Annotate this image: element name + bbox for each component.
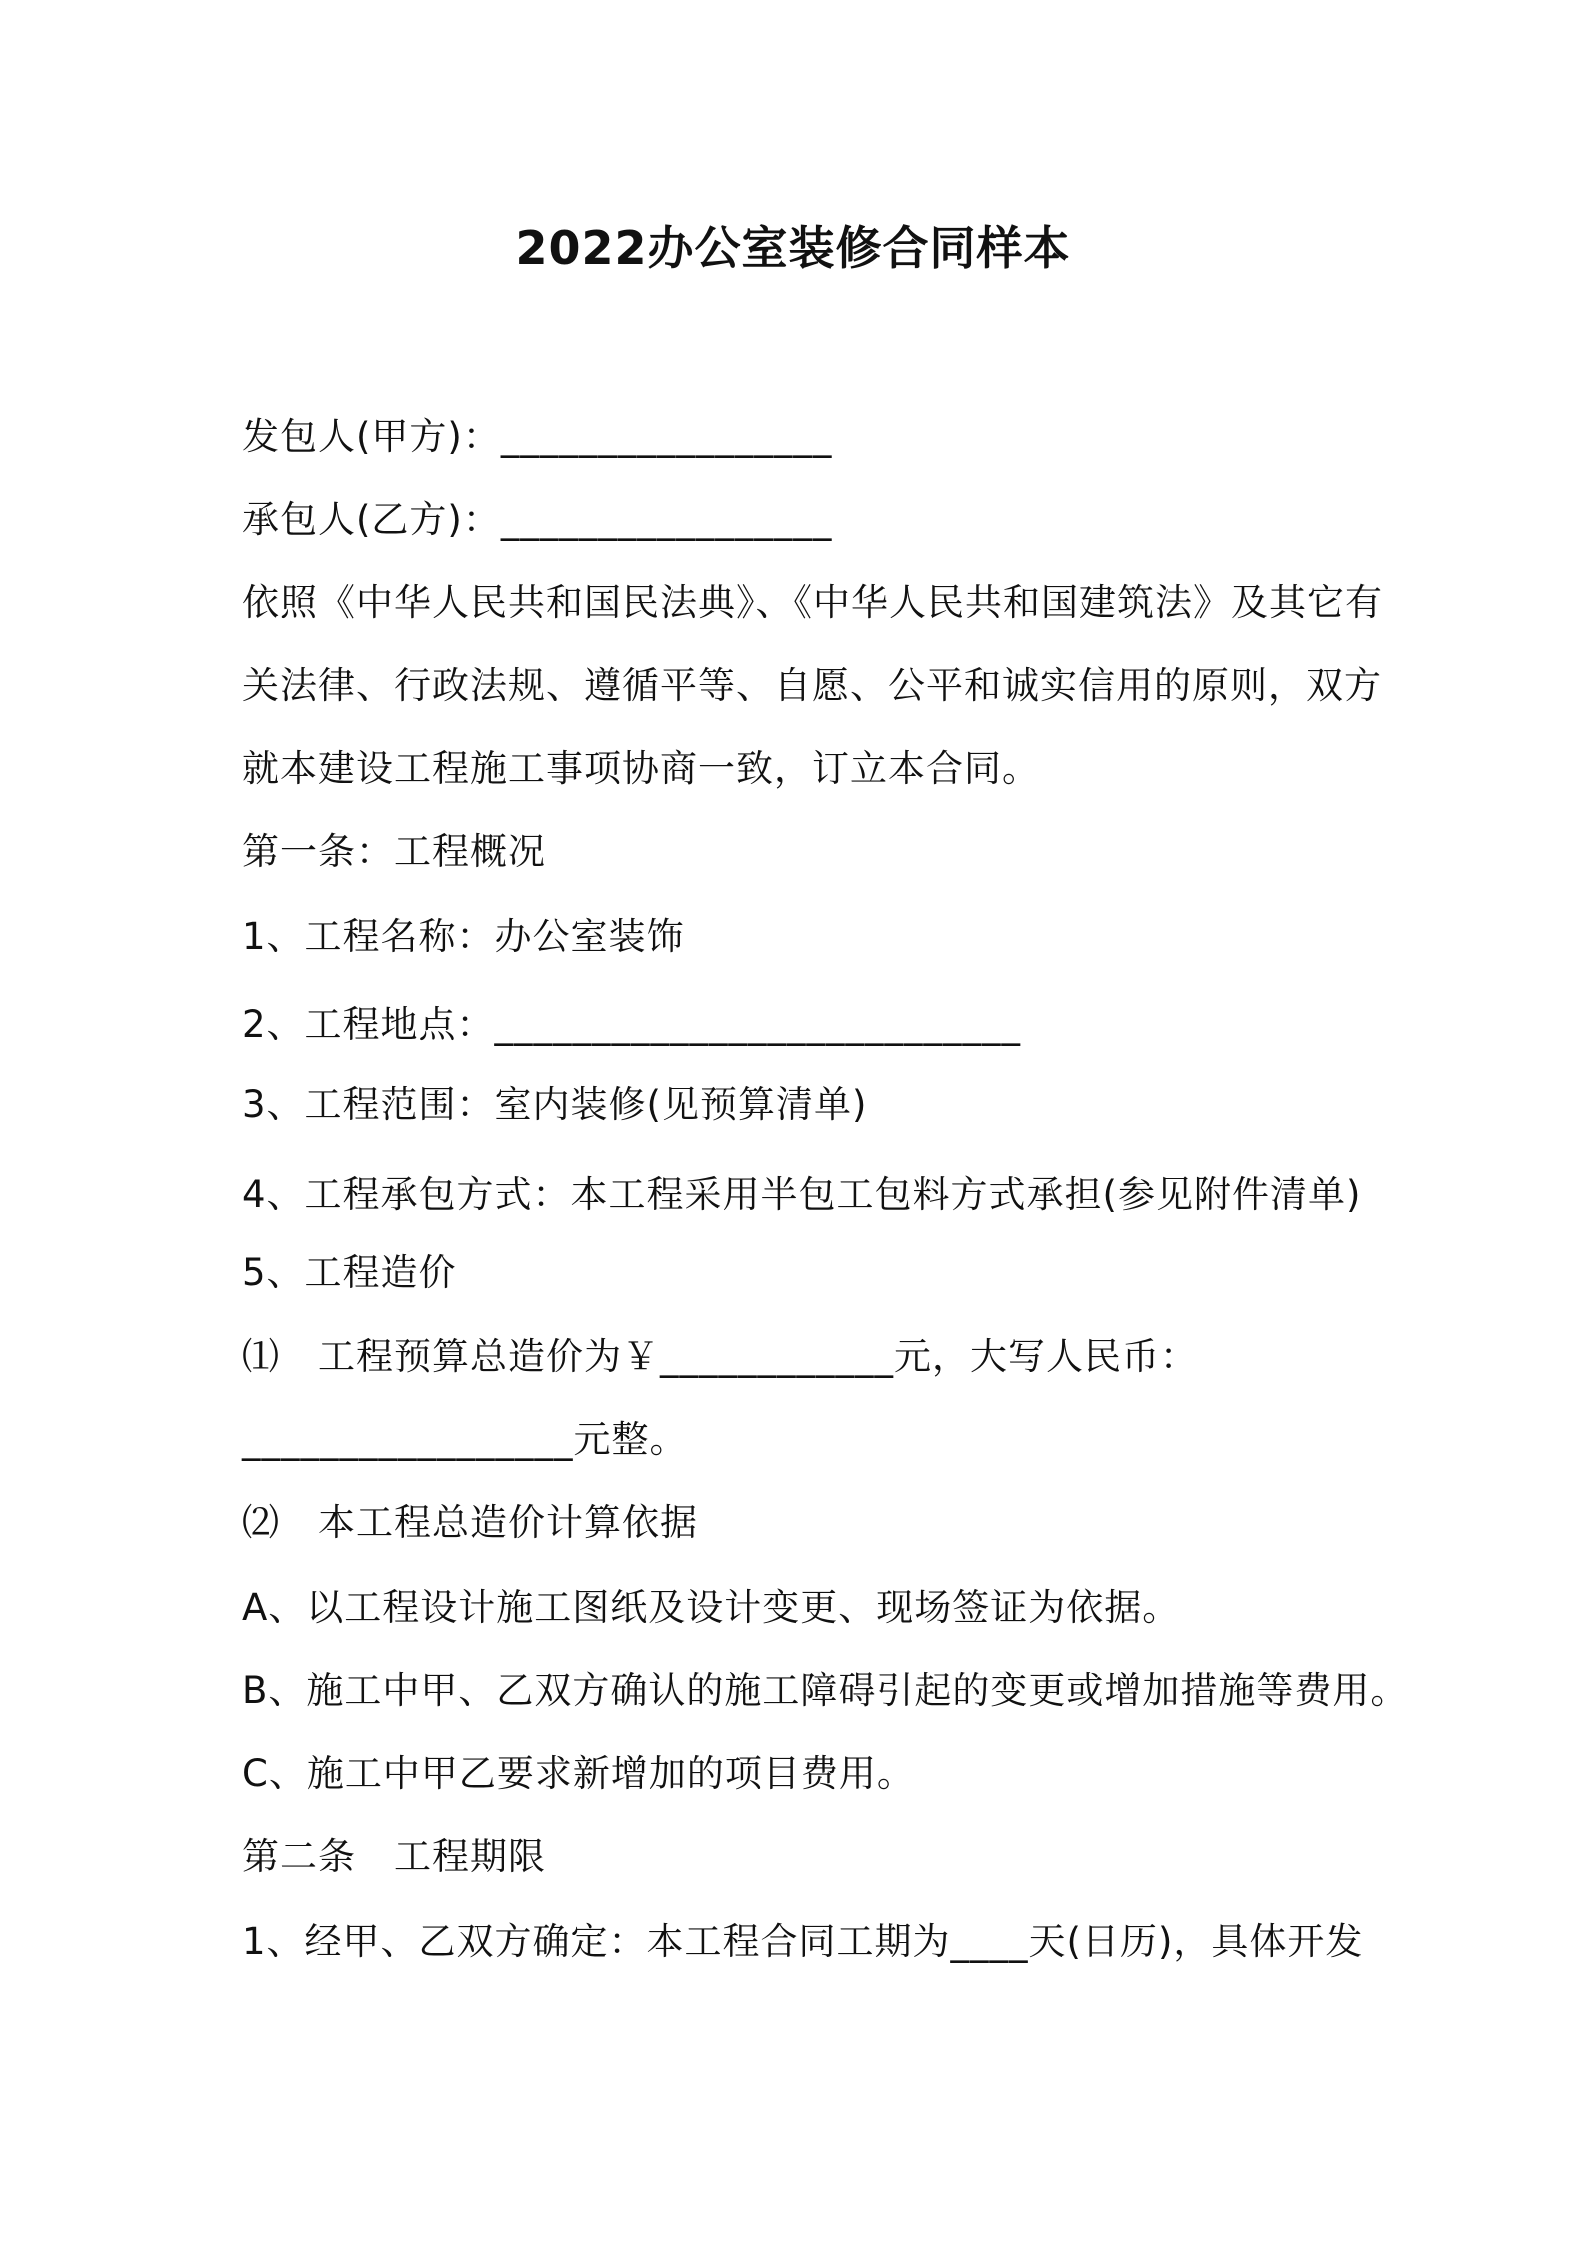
cost-basis-c: C、施工中甲乙要求新增加的项目费用。	[242, 1752, 915, 1795]
document-title: 2022办公室装修合同样本	[515, 221, 1071, 275]
cost-basis-a: A、以工程设计施工图纸及设计变更、现场签证为依据。	[242, 1586, 1181, 1629]
preamble-line-3: 就本建设工程施工事项协商一致，订立本合同。	[242, 747, 1040, 790]
preamble-line-2: 关法律、行政法规、遵循平等、自愿、公平和诚实信用的原则，双方	[242, 664, 1382, 707]
article-1-heading: 第一条：工程概况	[242, 830, 546, 873]
preamble-line-1: 依照《中华人民共和国民法典》、《中华人民共和国建筑法》及其它有	[242, 581, 1383, 624]
project-scope-line: 3、工程范围：室内装修(见预算清单)	[242, 1083, 868, 1126]
project-name-line: 1、工程名称：办公室装饰	[242, 915, 685, 958]
budget-total-line: ⑴ 工程预算总造价为￥____________元，大写人民币：	[242, 1335, 1198, 1378]
cost-basis-b: B、施工中甲、乙双方确认的施工障碍引起的变更或增加措施等费用。	[242, 1669, 1409, 1712]
cost-basis-heading: ⑵ 本工程总造价计算依据	[242, 1501, 698, 1544]
party-a-line: 发包人(甲方)：_________________	[242, 415, 833, 458]
article-2-heading: 第二条 工程期限	[242, 1835, 546, 1878]
party-b-line: 承包人(乙方)：_________________	[242, 498, 833, 541]
project-location-line: 2、工程地点：___________________________	[242, 1003, 1022, 1046]
duration-line: 1、经甲、乙双方确定：本工程合同工期为____天(日历)，具体开发	[242, 1920, 1364, 1963]
project-cost-heading: 5、工程造价	[242, 1251, 457, 1294]
contract-method-line: 4、工程承包方式：本工程采用半包工包料方式承担(参见附件清单)	[242, 1173, 1362, 1216]
budget-words-line: _________________元整。	[242, 1418, 688, 1461]
